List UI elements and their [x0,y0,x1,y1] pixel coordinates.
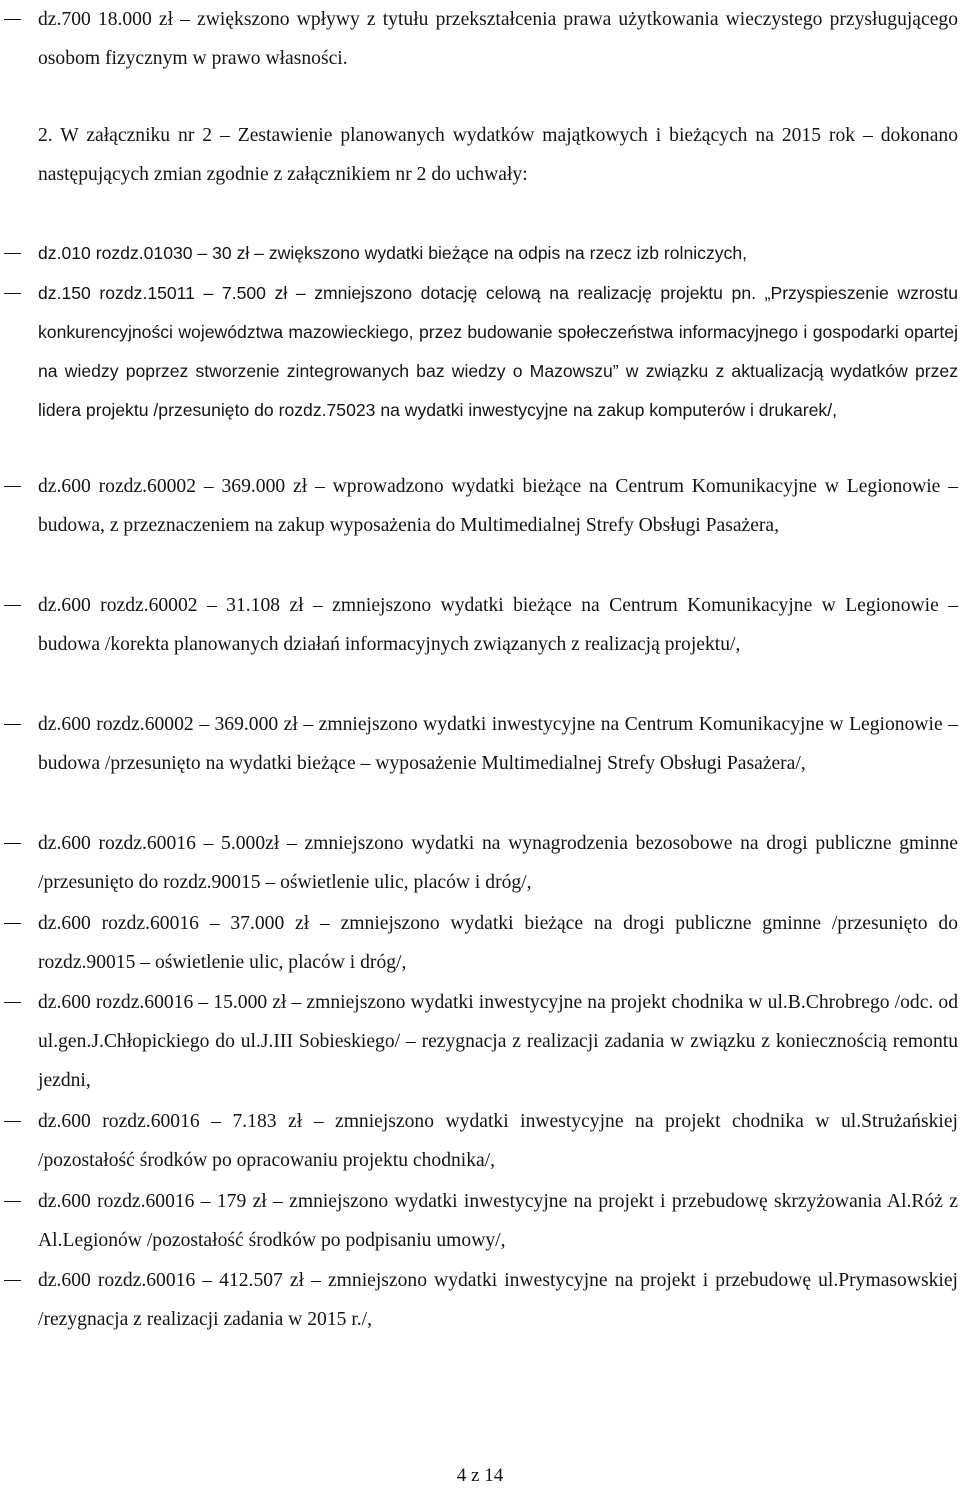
list-item: dz.600 rozdz.60016 – 15.000 zł – zmniejszono wydatki inwestycyjne na projekt chodnika w ul.B.Chrobrego /odc. od ul.gen.J.Chłopickiego do ul.J.III Sobieskiego/ – rezygnacja z realizacji zadania w związku z koniecznością remontu jezdni, [38,983,958,1100]
list-item: dz.600 rozdz.60002 – 369.000 zł – zmniejszono wydatki inwestycyjne na Centrum Komunikacyjne w Legionowie – budowa /przesunięto na wydatki bieżące – wyposażenie Multimedialnej Strefy Obsługi Pasażera/, [38,705,958,783]
page-number: 4 z 14 [456,1465,504,1486]
list-item: dz.010 rozdz.01030 – 30 zł – zwiększono wydatki bieżące na odpis na rzecz izb rolniczych, [38,234,958,273]
list-item: dz.600 rozdz.60002 – 369.000 zł – wprowadzono wydatki bieżące na Centrum Komunikacyjne w Legionowie – budowa, z przeznaczeniem na zakup wyposażenia do Multimedialnej Strefy Obsługi Pasażera, [38,467,958,545]
list-item: dz.600 rozdz.60016 – 179 zł – zmniejszono wydatki inwestycyjne na projekt i przebudowę skrzyżowania Al.Róż z Al.Legionów /pozostałość środków po podpisaniu umowy/, [38,1182,958,1260]
list-item: dz.600 rozdz.60016 – 7.183 zł – zmniejszono wydatki inwestycyjne na projekt chodnika w ul.Strużańskiej /pozostałość środków po opracowaniu projektu chodnika/, [38,1102,958,1180]
list-item-intro: dz.700 18.000 zł – zwiększono wpływy z tytułu przekształcenia prawa użytkowania wieczystego przysługującego osobom fizycznym w prawo własności. [38,0,958,78]
list-item: dz.150 rozdz.15011 – 7.500 zł – zmniejszono dotację celową na realizację projektu pn. „Przyspieszenie wzrostu konkurencyjności województwa mazowieckiego, przez budowanie społeczeństwa informacyjnego i gospodarki opartej na wiedzy poprzez stworzenie zintegrowanych baz wiedzy o Mazowszu” w związku z aktualizacją wydatków przez lidera projektu /przesunięto do rozdz.75023 na wydatki inwestycyjne na zakup komputerów i drukarek/, [38,274,958,430]
list-item: dz.600 rozdz.60016 – 37.000 zł – zmniejszono wydatki bieżące na drogi publiczne gminne /przesunięto do rozdz.90015 – oświetlenie ulic, placów i dróg/, [38,904,958,982]
list-item: dz.600 rozdz.60002 – 31.108 zł – zmniejszono wydatki bieżące na Centrum Komunikacyjne w Legionowie – budowa /korekta planowanych działań informacyjnych związanych z realizacją projektu/, [38,586,958,664]
list-item: dz.600 rozdz.60016 – 5.000zł – zmniejszono wydatki na wynagrodzenia bezosobowe na drogi publiczne gminne /przesunięto do rozdz.90015 – oświetlenie ulic, placów i dróg/, [38,824,958,902]
section-2-paragraph: 2. W załączniku nr 2 – Zestawienie planowanych wydatków majątkowych i bieżących na 2015 rok – dokonano następujących zmian zgodnie z załącznikiem nr 2 do uchwały: [38,125,958,185]
list-item: dz.600 rozdz.60016 – 412.507 zł – zmniejszono wydatki inwestycyjne na projekt i przebudowę ul.Prymasowskiej /rezygnacja z realizacji zadania w 2015 r./, [38,1261,958,1339]
